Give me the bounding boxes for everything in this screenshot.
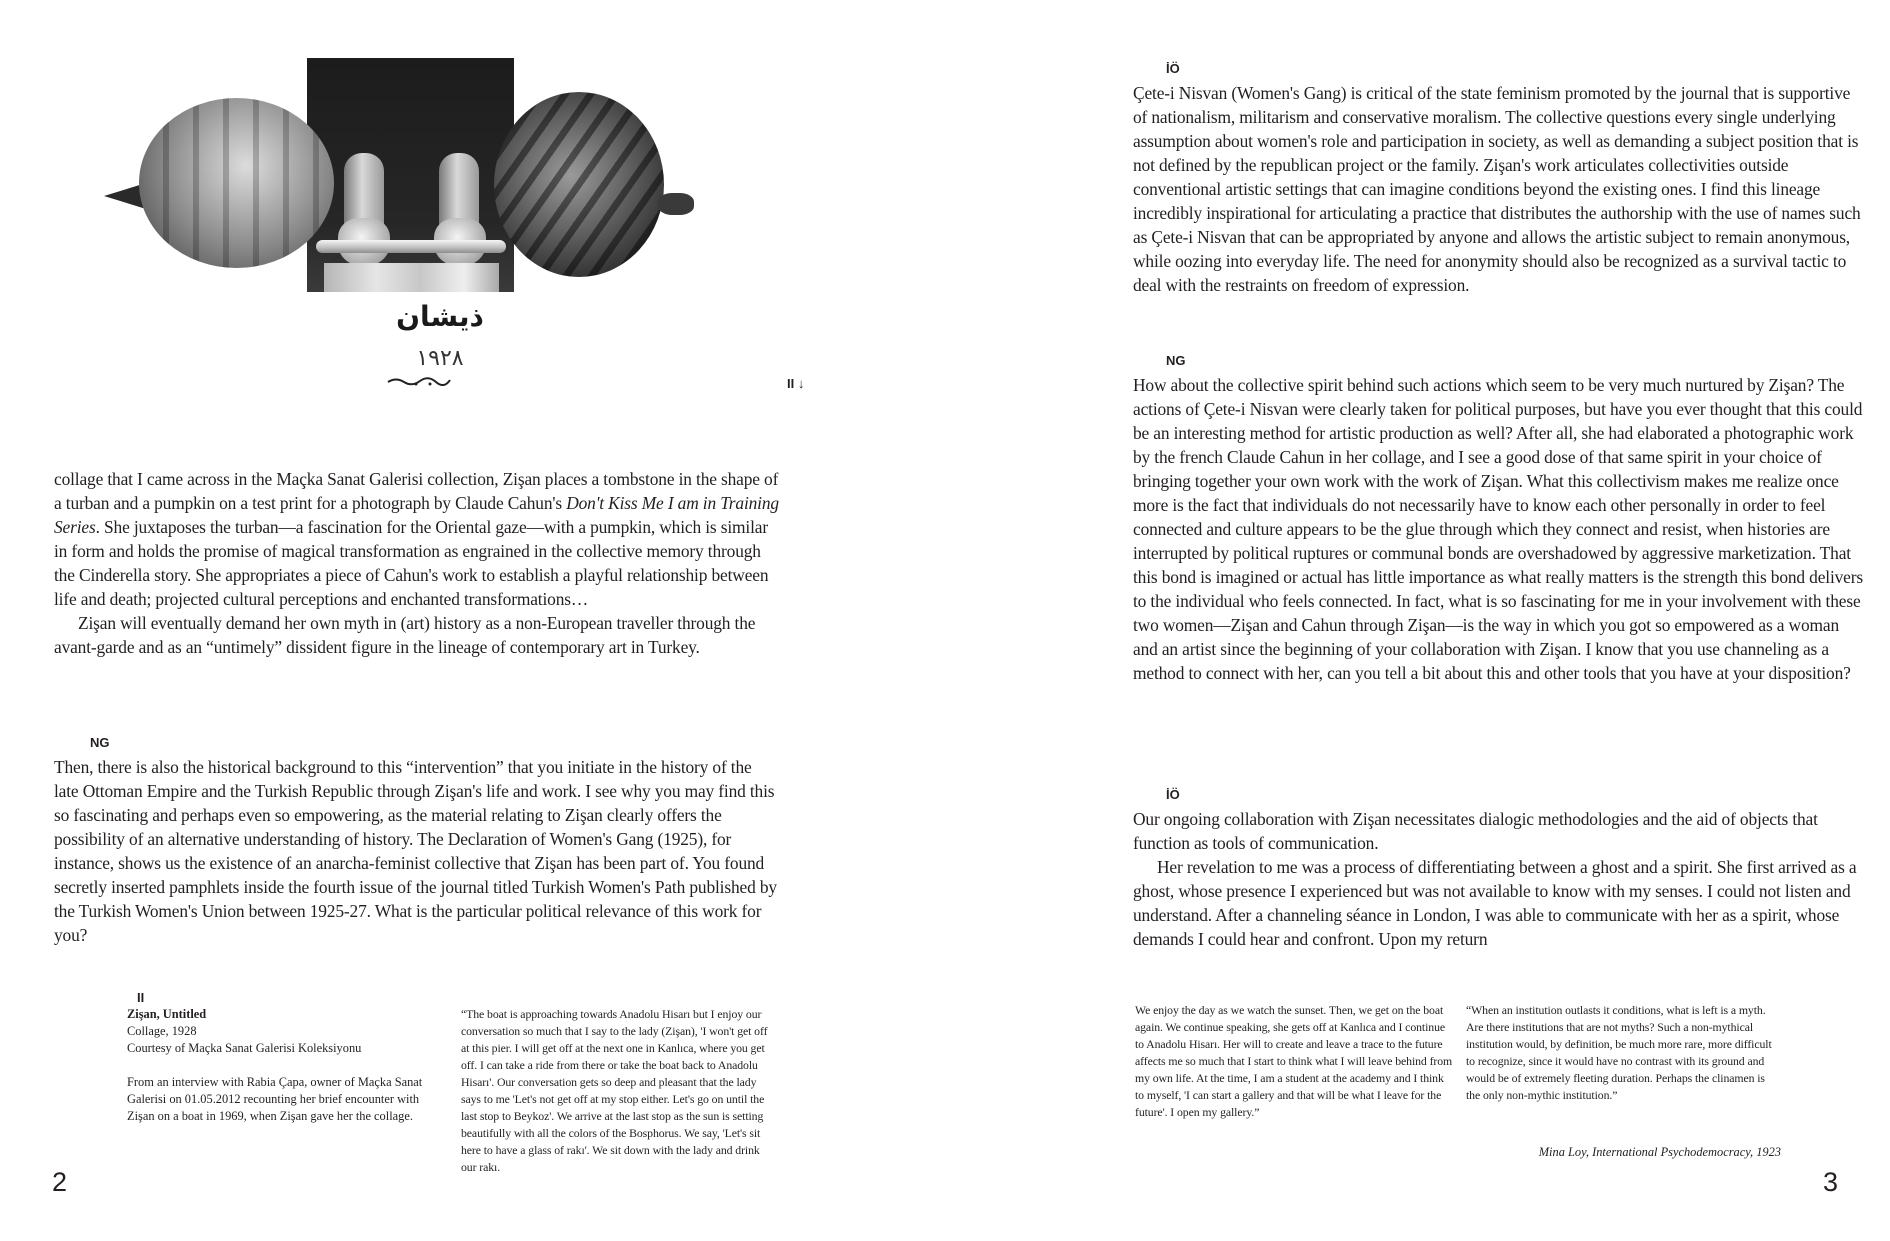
figure-torso: [307, 58, 514, 292]
io-answer-text-2: [1133, 807, 1863, 951]
speaker-label-ng: NG: [90, 735, 110, 750]
turban-right: [494, 92, 664, 277]
speaker-label-io: İÖ: [1166, 787, 1180, 802]
page-number: 3: [1823, 1167, 1839, 1197]
epigraph-quote: “When an institution outlasts it conditions, what is left is a myth. Are there institutions that are not myths? Such a non-mythical institution would, by definition, be much more rare, more difficult to recognize, since it would have no contrast with its ground and would be of extremely fleeting duration. Perhaps the clinamen is the only non-mythic institution.”: [1466, 1003, 1772, 1102]
page-number: 2: [52, 1167, 68, 1197]
left-body-text: [54, 467, 779, 659]
interview-quote-continued: We enjoy the day as we watch the sunset. Then, we get on the boat again. We continue speaking, she gets off at Kanlıca and I continue to Anadolu Hisarı. Her will to create and leave a trace to the future affects me so much that I start to think what I will leave behind from my own life. At the time, I am a student at the academy and I think to myself, 'I can start a gallery and that will be what I leave for the future'. I open my gallery.”: [1135, 1003, 1453, 1119]
caption-title: Zişan, Untitled: [127, 1007, 207, 1021]
body-paragraph: Zişan will eventually demand her own myth in (art) history as a non-European traveller through the avant-garde and as an “untimely” dissident figure in the lineage of contemporary art in Turkey.: [54, 613, 756, 657]
body-paragraph: collage that I came across in the Maçka Sanat Galerisi collection, Zişan places a tombstone in the shape of a turban and a pumpkin on a test print for a photograph by Claude Cahun's Don't Kiss Me I am in Training Series. She juxtaposes the turban—a fascination for the Oriental gaze—with a pumpkin, which is similar in form and holds the promise of magical transformation as engrained in the collective memory through the Cinderella story. She appropriates a piece of Cahun's work to establish a playful relationship between life and death; projected cultural perceptions and enchanted transformations…: [54, 469, 779, 609]
interview-quote: “The boat is approaching towards Anadolu Hisarı but I enjoy our conversation so much that I say to the lady (Zişan), 'I won't get off at this pier. I will get off at the next one in Kanlıca, where you get off. I can take a ride from there or take the boat back to Anadolu Hisarı'. Our conversation gets so deep and pleasant that the lady says to me 'Let's not get off at my stop either. Let's go on until the last stop to Beykoz'. We arrive at the last stop as the sun is setting beautifully with all the colors of the Bosphorus. We say, 'Let's sit here to have a glass of rakı'. We sit down with the lady and drink our rakı.: [461, 1007, 768, 1174]
caption-courtesy: Courtesy of Maçka Sanat Galerisi Koleksiyonu: [127, 1041, 362, 1055]
body-paragraph: Her revelation to me was a process of differentiating between a ghost and a spirit. She first arrived as a ghost, whose presence I experienced but was not available to know with my senses. I could not listen and understand. After a channeling séance in London, I was able to communicate with her as a spirit, whose demands I could hear and confront. Upon my return: [1133, 857, 1857, 949]
figure-legs: [324, 263, 499, 292]
right-page: [945, 0, 1890, 1241]
collage-arabic-year: ١٩٢٨: [416, 346, 464, 371]
body-paragraph: Our ongoing collaboration with Zişan necessitates dialogic methodologies and the aid of objects that function as tools of communication.: [1133, 809, 1818, 853]
caption-note: From an interview with Rabia Çapa, owner of Maçka Sanat Galerisi on 01.05.2012 recounting her brief encounter with Zişan on a boat in 1969, when Zişan gave her the collage.: [127, 1075, 423, 1123]
dumbbell-bar: [316, 240, 506, 253]
speaker-label-ng: NG: [1166, 353, 1186, 368]
signature-flourish: [386, 376, 452, 386]
image-caption: [127, 1006, 432, 1125]
pumpkin-left: [139, 98, 334, 268]
turban-knob: [658, 193, 694, 215]
io-answer-text: Çete-i Nisvan (Women's Gang) is critical of the state feminism promoted by the journal that is supportive of nationalism, militarism and conservative moralism. The collective questions every single underlying assumption about women's role and participation in society, as well as demanding a subject position that is not defined by the republican project or the family. Zişan's work articulates collectivities outside conventional artistic settings that can imagine conditions beyond the existing ones. I find this lineage incredibly inspirational for articulating a practice that distributes the authorship with the use of names such as Çete-i Nisvan that can be appropriated by anyone and allows the artistic subject to remain anonymous, while oozing into everyday life. The need for anonymity should also be recognized as a survival tactic to deal with the restraints on freedom of expression.: [1133, 83, 1861, 295]
ng-question-text: How about the collective spirit behind such actions which seem to be very much nurtured by Zişan? The actions of Çete-i Nisvan were clearly taken for political purposes, but have you ever thought that this could be an interesting method for artistic production as well? After all, she had elaborated a photographic work by the french Claude Cahun in her collage, and I see a good dose of that same spirit in your choice of bringing together your own work with the work of Zişan. What this collectivism makes me realize once more is the fact that individuals do not necessarily have to know each other personally in order to feel connected and culture appears to be the glue through which they connect and resist, when histories are interrupted by political ruptures or communal bonds are overshadowed by aggressive marketization. That this bond is imagined or actual has little importance as what really matters is the strength this bond delivers to the individual who feels connected. In fact, what is so fascinating for me in your involvement with these two women—Zişan and Cahun through Zişan—is the way in which you got so empowered as a woman and an artist since the beginning of your collaboration with Zişan. I know that you use channeling as a method to connect with her, can you tell a bit about this and other tools that you have at your disposition?: [1133, 375, 1864, 683]
ng-question-text: Then, there is also the historical background to this “intervention” that you initiate in the history of the late Ottoman Empire and the Turkish Republic through Zişan's life and work. I see why you may find this so fascinating and perhaps even so empowering, as the material relating to Zişan clearly offers the possibility of an alternative understanding of history. The Declaration of Women's Gang (1925), for instance, shows us the existence of an anarcha-feminist collective that Zişan has been part of. You found secretly inserted pamphlets inside the fourth issue of the journal titled Turkish Women's Path published by the Turkish Women's Union between 1925-27. What is the particular political relevance of this work for you?: [54, 757, 777, 945]
epigraph-attribution: Mina Loy, International Psychodemocracy, 1923: [1538, 1145, 1781, 1159]
artwork-title: Don't Kiss Me I am in Training Series: [54, 493, 779, 537]
caption-medium: Collage, 1928: [127, 1024, 197, 1038]
collage-photograph: [54, 58, 754, 292]
figure-ref-mark: II ↓: [787, 376, 805, 391]
collage-arabic-title: ذیشان: [396, 300, 484, 333]
caption-marker: II: [137, 990, 145, 1005]
speaker-label-io: İÖ: [1166, 61, 1180, 76]
